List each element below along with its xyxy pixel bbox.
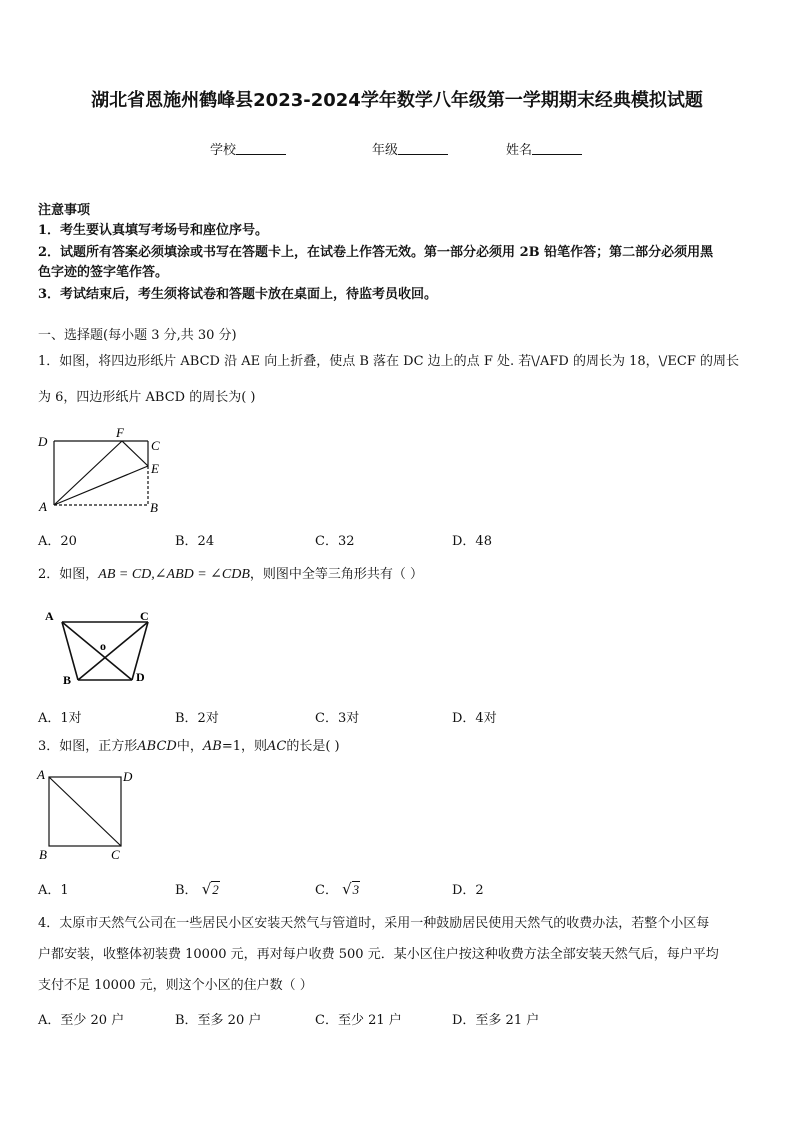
q3-ab: AB [202,739,222,754]
notice-item-2: 2．试题所有答案必须填涂或书写在答题卡上，在试卷上作答无效。第一部分必须用 2B 铅笔作答；第二部分必须用黑 [38,245,714,260]
q2-figure [36,604,161,689]
name-field[interactable] [506,139,582,158]
q3-mid: 中， [176,739,203,754]
q3-ac: AC [266,739,287,754]
q3-square-name: ABCD [137,739,177,754]
q3-option-a[interactable]: A．1 [38,883,69,898]
q2-suffix: ，则图中全等三角形共有（ ） [249,567,424,582]
q3-option-b-radicand: 2 [212,882,219,897]
q1-label-e: E [151,461,159,476]
exam-title: 湖北省恩施州鹤峰县2023-2024学年数学八年级第一学期期末经典模拟试题 [91,90,703,111]
q1-label-b: B [150,500,158,515]
q3-diagonal-ac [49,777,121,846]
q4-line3: 支付不足 10000 元，则这个小区的住户数（ ） [38,978,313,993]
q1-edge-af [54,441,122,505]
school-field[interactable] [210,139,286,158]
q3-option-b[interactable] [175,879,220,898]
q1-option-b[interactable]: B．24 [175,534,215,549]
q1-option-d[interactable]: D．48 [452,534,492,549]
q1-label-d: D [38,434,48,449]
q3-label-c: C [111,847,120,862]
q1-line2: 为 6，四边形纸片 ABCD 的周长为( ) [38,390,256,405]
grade-field[interactable] [372,139,448,158]
sqrt-icon: √ [201,880,212,898]
grade-blank[interactable] [398,142,448,155]
q1-label-f: F [116,425,124,440]
q1-option-c[interactable]: C．32 [315,534,355,549]
q1-option-a[interactable]: A．20 [38,534,77,549]
section-heading: 一、选择题(每小题 3 分,共 30 分) [38,328,237,343]
q4-option-a[interactable]: A．至少 20 户 [38,1013,125,1028]
q3-suffix: 的长是( ) [286,739,340,754]
q4-option-c[interactable]: C．至少 21 户 [315,1013,402,1028]
q3-option-c[interactable] [315,879,360,898]
notice-heading: 注意事项 [38,203,91,218]
q3-figure [33,765,143,865]
q1-label-c: C [151,438,160,453]
q3-option-b-label: B． [175,883,198,898]
q2-label-a: A [45,609,54,623]
q2-label-c: C [140,609,149,623]
q3-label-d: D [123,769,133,784]
sqrt-icon: √ [342,880,352,898]
notice-item-1: 1．考生要认真填写考场号和座位序号。 [38,223,269,238]
q2-option-a[interactable]: A．1对 [38,711,82,726]
q2-label-o: o [100,639,106,653]
q3-option-c-radicand: 3 [352,882,360,897]
q3-prefix: 3．如图，正方形 [38,739,138,754]
notice-item-2-cont: 色字迹的签字笔作答。 [38,265,169,280]
q1-edge-fe [122,441,148,466]
q4-option-b[interactable]: B．至多 20 户 [175,1013,262,1028]
q2-option-b[interactable]: B．2对 [175,711,219,726]
notice-item-3: 3．考试结束后，考生须将试卷和答题卡放在桌面上，待监考员收回。 [38,287,438,302]
q4-line2: 户都安装，收整体初装费 10000 元，再对每户收费 500 元．某小区住户按这种收费方法全部安装天然气后，每户平均 [38,947,719,962]
q2-label-d: D [136,670,145,684]
q2-option-d[interactable]: D．4对 [452,711,497,726]
q2-stem [38,565,760,585]
q1-figure [30,424,180,519]
q4-option-d[interactable]: D．至多 21 户 [452,1013,540,1028]
q4-line1: 4．太原市天然气公司在一些居民小区安装天然气与管道时，采用一种鼓励居民使用天然气的收费办法，若整个小区每 [38,916,710,931]
q3-label-b: B [39,847,47,862]
q3-option-d[interactable]: D．2 [452,883,484,898]
q3-eq: =1，则 [221,739,267,754]
q2-formula: AB = CD,∠ABD = ∠CDB [98,567,250,582]
q3-stem [38,737,760,757]
q2-edge-ad [62,622,132,680]
q3-option-c-label: C． [315,883,338,898]
q2-option-c[interactable]: C．3对 [315,711,360,726]
name-blank[interactable] [532,142,582,155]
q2-label-b: B [63,673,72,687]
grade-label: 年级 [372,143,399,158]
q1-edge-ae [54,466,148,505]
q2-prefix: 2．如图， [38,567,99,582]
q1-line1: 1．如图，将四边形纸片 ABCD 沿 AE 向上折叠，使点 B 落在 DC 边上的点 F 处. 若\/AFD 的周长为 18，\/ECF 的周长 [38,354,739,369]
school-blank[interactable] [236,142,286,155]
school-label: 学校 [210,143,237,158]
q1-label-a: A [39,499,47,514]
name-label: 姓名 [506,143,533,158]
q2-edge-ab [62,622,78,680]
q3-label-a: A [37,767,45,782]
